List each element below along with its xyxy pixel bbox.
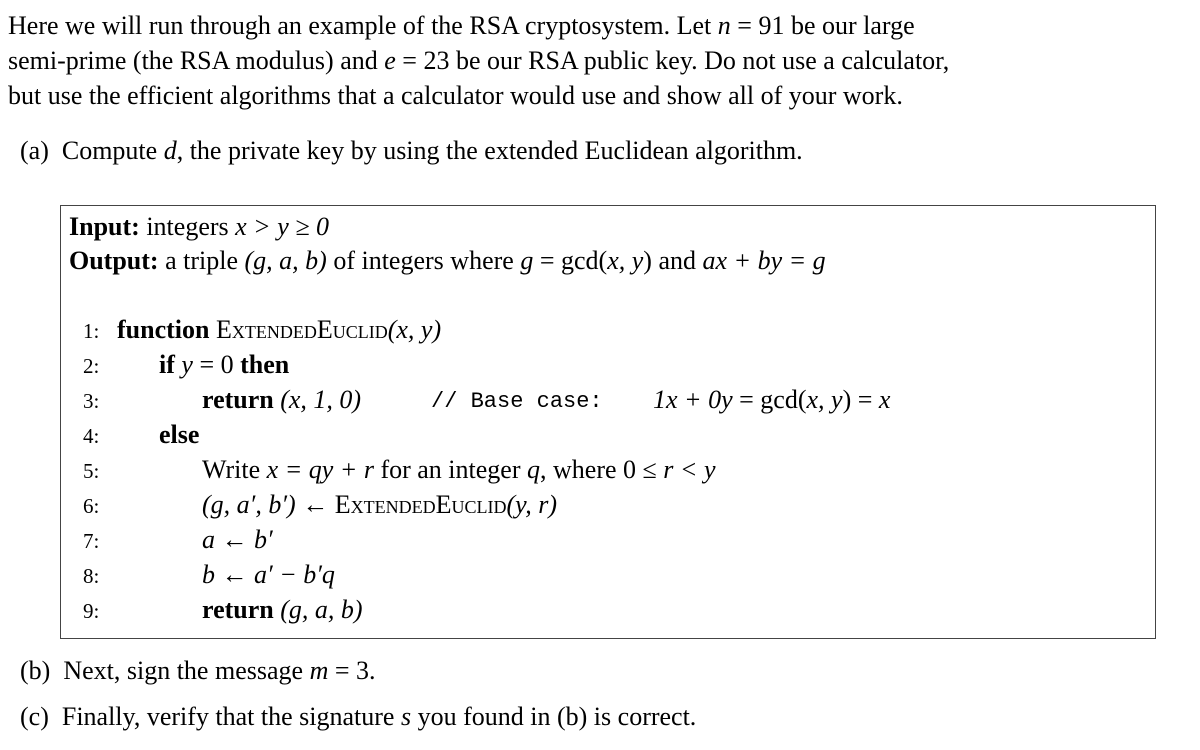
math-var-s: s xyxy=(400,702,412,731)
math-var-d: d xyxy=(163,136,177,165)
keyword-then: then xyxy=(240,350,290,379)
intro-text: = 91 be our large xyxy=(730,11,915,40)
line-number-1: 1: xyxy=(83,319,100,343)
part-a-label: (a) xyxy=(20,136,49,165)
intro-text: = 23 be our RSA public key. Do not use a calculator, xyxy=(395,46,950,75)
output-label: Output: xyxy=(69,246,159,275)
math-expr: 1x + 0y xyxy=(653,385,733,414)
algorithm-input xyxy=(69,214,329,240)
line-text: for an integer xyxy=(373,455,527,484)
output-math: (g, a, b) xyxy=(244,246,327,275)
algo-line-7: a ← b′ xyxy=(202,525,273,554)
part-b-text: Next, sign the message xyxy=(63,656,310,685)
algo-line-9 xyxy=(202,597,363,623)
algo-line-5 xyxy=(202,457,716,483)
algo-line-1 xyxy=(117,317,441,343)
base-case-comment: // Base case: xyxy=(431,389,603,414)
intro-text: semi-prime (the RSA modulus) and xyxy=(8,46,385,75)
base-case-math xyxy=(653,387,890,413)
algo-line-4 xyxy=(159,422,199,448)
return-value: (x, 1, 0) xyxy=(273,385,362,414)
intro-paragraph xyxy=(8,8,1168,113)
part-c-text: you found in (b) is correct. xyxy=(411,702,697,731)
math-expr: x xyxy=(878,385,891,414)
line-number-9: 9: xyxy=(83,599,100,623)
algo-line-8: b ← a′ − b′q xyxy=(202,560,335,589)
part-b-label: (b) xyxy=(20,656,51,685)
line-number-3: 3: xyxy=(83,389,100,413)
part-b-text: = 3. xyxy=(328,656,376,685)
intro-line-2 xyxy=(8,43,1168,78)
math-expr: (y, r) xyxy=(506,490,557,519)
keyword-return: return xyxy=(202,385,274,414)
part-a-text: Compute xyxy=(61,136,164,165)
math-text: ) = xyxy=(842,385,879,414)
algorithm-output xyxy=(69,248,826,274)
line-number-4: 4: xyxy=(83,424,100,448)
line-number-8: 8: xyxy=(83,564,100,588)
input-text: integers xyxy=(139,212,236,241)
math-expr: q xyxy=(527,455,540,484)
part-c-text: Finally, verify that the signature xyxy=(61,702,401,731)
intro-text: Here we will run through an example of the RSA cryptosystem. Let xyxy=(8,11,718,40)
keyword-if: if xyxy=(159,350,175,379)
line-text: , where 0 ≤ xyxy=(540,455,664,484)
math-expr: r < y xyxy=(663,455,716,484)
output-text: a triple xyxy=(158,246,245,275)
line-number-5: 5: xyxy=(83,459,100,483)
line-number-6: 6: xyxy=(83,494,100,518)
math-var-y: y xyxy=(181,350,193,379)
return-value: (g, a, b) xyxy=(273,595,363,624)
input-math: x > y ≥ 0 xyxy=(235,212,330,241)
intro-line-3: but use the efficient algorithms that a calculator would use and show all of your work. xyxy=(8,81,903,110)
part-a-text: , the private key by using the extended Euclidean algorithm. xyxy=(176,136,803,165)
math-expr: x, y xyxy=(806,385,843,414)
keyword-else: else xyxy=(159,420,200,449)
part-c-label: (c) xyxy=(20,702,49,731)
math-var-e: e xyxy=(384,46,396,75)
math-text: = gcd( xyxy=(732,385,807,414)
intro-line-1 xyxy=(8,8,1168,43)
algorithm-box xyxy=(60,205,1156,639)
keyword-return: return xyxy=(202,595,274,624)
output-math: x, y xyxy=(607,246,644,275)
input-label: Input: xyxy=(69,212,140,241)
function-name: ExtendedEuclid xyxy=(334,490,507,519)
math-var-n: n xyxy=(717,11,731,40)
algo-line-3 xyxy=(202,387,361,413)
output-text: of integers where xyxy=(326,246,521,275)
algo-line-6 xyxy=(202,492,557,518)
part-c-question xyxy=(20,704,696,730)
output-math: ax + by = g xyxy=(702,246,826,275)
line-number-2: 2: xyxy=(83,354,100,378)
function-name: ExtendedEuclid xyxy=(215,315,388,344)
line-number-7: 7: xyxy=(83,529,100,553)
keyword-function: function xyxy=(117,315,210,344)
math-expr: x = qy + r xyxy=(266,455,374,484)
output-math: g xyxy=(520,246,534,275)
algo-line-2 xyxy=(159,352,289,378)
math-var-m: m xyxy=(309,656,329,685)
part-a-question xyxy=(20,138,803,164)
equals-zero: = 0 xyxy=(192,350,241,379)
output-text: ) and xyxy=(643,246,703,275)
assign-arrow: ← xyxy=(295,490,335,519)
function-args: (x, y) xyxy=(387,315,442,344)
math-expr: (g, a′, b′) xyxy=(202,490,296,519)
line-text: Write xyxy=(202,455,267,484)
output-text: = gcd( xyxy=(533,246,608,275)
part-b-question xyxy=(20,658,376,684)
